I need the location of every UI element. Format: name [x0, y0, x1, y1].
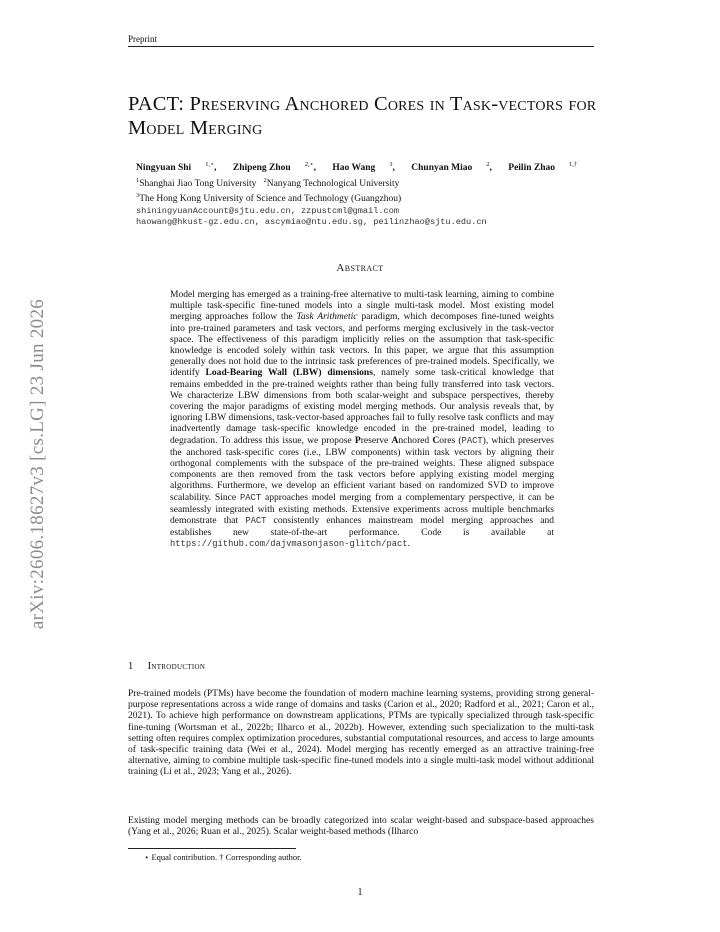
affiliation-line [136, 175, 596, 191]
abstract-heading: Abstract [336, 262, 384, 274]
author: Chunyan Miao $^2$, [411, 161, 492, 174]
abstract-segment: paradigm, which decomposes fine-tuned weights into pre-trained parameters and task vectors, and performs merging exclusively in the task-vector space. The effectiveness of this paradigm implicitly relies on the assumption that task-specific knowledge is encoded solely within task vectors. In this paper, we argue that this assumption generally does not hold due to the intrinsic task preferences of pre-trained models. Specifically, we identify [170, 311, 554, 379]
affiliation-line [136, 190, 596, 206]
author-name: Peilin Zhao [508, 163, 555, 174]
pact-name: PACT [461, 435, 483, 446]
abstract-text [170, 289, 554, 551]
abstract-segment: , namely some task-critical knowledge that remains embedded in the pre-trained weights rather than being fully transferred into task vectors. We characterize LBW dimensions from both scalar-weight and subspace perspectives, thereby covering the major paradigms of existing model merging methods. Our analysis reveals that, by ignoring LBW dimensions, task-vector-based approaches fail to fully resolve task conflicts and may inadvertently damage task-specific knowledge encoded in the pre-trained model, leading to degradation. To address this issue, we propose [170, 367, 555, 446]
author-marks: 3 [389, 161, 393, 168]
abstract-segment: ), which preserves the anchored task-specific cores (i.e., LBW components) within task vectors by aligning their orthogonal complements with the subspace of the pre-trained weights. These aligned subspace components are then removed from the task vectors before applying existing model merging algorithms. Furthermore, we develop an efficient variant based on randomized SVD to improve scalability. Since [170, 434, 555, 503]
affiliation-mark: 1 [136, 176, 140, 184]
lbw-term: Load-Bearing Wall (LBW) dimensions [205, 367, 373, 379]
section-number: 1 [128, 661, 134, 672]
author-marks: 2 [486, 161, 490, 168]
footnote: ⋆ Equal contribution. † Corresponding author. [144, 852, 302, 862]
task-arithmetic-emphasis: Task Arithmetic [296, 311, 358, 323]
running-head: Preprint [128, 34, 594, 47]
author-marks: 2,⋆ [304, 161, 314, 168]
author-marks: 1,† [568, 161, 578, 168]
author [508, 163, 577, 173]
pact-name: PACT [239, 492, 262, 503]
author-name: Chunyan Miao [411, 163, 473, 174]
page-number: 1 [357, 887, 363, 898]
affiliation: Shanghai Jiao Tong University [139, 178, 257, 189]
section-title: Introduction [147, 661, 206, 672]
abstract-segment: approaches model merging from a complementary perspective, it can be seamlessly integrated with existing methods. Extensive experiments across multiple benchmarks demonstrate that [170, 491, 554, 527]
author-list [136, 159, 596, 175]
abstract-segment: reserve [360, 434, 392, 446]
pact-name: PACT [245, 516, 267, 527]
author: Hao Wang $^3$, [332, 161, 395, 174]
arxiv-identifier-stamp: arXiv:2606.18627v3 [cs.LG] 23 Jun 2026 [27, 298, 48, 630]
intro-paragraph: Existing model merging methods can be broadly categorized into scalar weight-based and subspace-based approaches (Yang et al., 2026; Ruan et al., 2025). Scalar weight-based methods (Ilharco [128, 815, 594, 838]
abstract-segment: Model merging has emerged as a training-free alternative to multi-task learning, aiming to combine multiple task-specific fine-tuned models into a single multi-task model. Most existing model merging approaches follow the [170, 289, 554, 323]
affiliation-mark: 3 [136, 192, 140, 200]
affiliation: The Hong Kong University of Science and Technology (Guangzhou) [139, 194, 402, 205]
author-marks: 1,⋆ [205, 161, 215, 168]
author-block [136, 159, 596, 229]
footnote-rule [128, 848, 296, 849]
abstract-segment: consistently enhances mainstream model merging approaches and establishes new state-of-the-art performance. Code is available at [170, 515, 554, 539]
acronym-letter: P [354, 434, 361, 446]
email-line: haowang@hkust-gz.edu.cn, ascymiao@ntu.edu.sg, peilinzhao@sjtu.edu.cn [136, 217, 487, 228]
author-name: Zhipeng Zhou [232, 163, 291, 174]
abstract-segment: . [407, 538, 410, 550]
abstract-segment: nchored [398, 434, 433, 446]
intro-paragraph: Pre-trained models (PTMs) have become the foundation of modern machine learning systems, providing strong general-purpose representations across a wide range of domains and tasks (Carion et al., 2020; Radford et al., 2021; Caron et al., 2021). To achieve high performance on downstream applications, PTMs are typically specialized through task-specific fine-tuning (Wortsman et al., 2022b; Ilharco et al., 2022b). However, extending such specialization to the multi-task setting often requires complex optimization procedures, substantial computational resources, and access to large amounts of task-specific training data (Wei et al., 2024). Model merging has recently emerged as an attractive training-free alternative, aiming to combine multiple task-specific fine-tuned models into a single multi-task model without additional training (Li et al., 2023; Yang et al., 2026). [128, 688, 594, 778]
author-name: Hao Wang [332, 163, 376, 174]
author: Ningyuan Shi $^{1,⋆}$, [136, 161, 217, 174]
author: Zhipeng Zhou $^{2,⋆}$, [232, 161, 317, 174]
paper-title: PACT: Preserving Anchored Cores in Task-vectors for Model Merging [128, 93, 597, 139]
affiliation: Nanyang Technological University [266, 178, 400, 189]
code-url-link[interactable]: https://github.com/dajvmasonjason-glitch/pact [170, 539, 408, 550]
abstract-segment: ores ( [439, 434, 462, 446]
acronym-letter: C [432, 434, 440, 446]
acronym-letter: A [391, 434, 399, 446]
email-line: shiningyuanAccount@sjtu.edu.cn, zzpustcml@gmail.com [136, 205, 400, 216]
section-heading-introduction [128, 661, 205, 672]
author-name: Ningyuan Shi [136, 163, 192, 174]
affiliation-mark: 2 [263, 176, 267, 184]
